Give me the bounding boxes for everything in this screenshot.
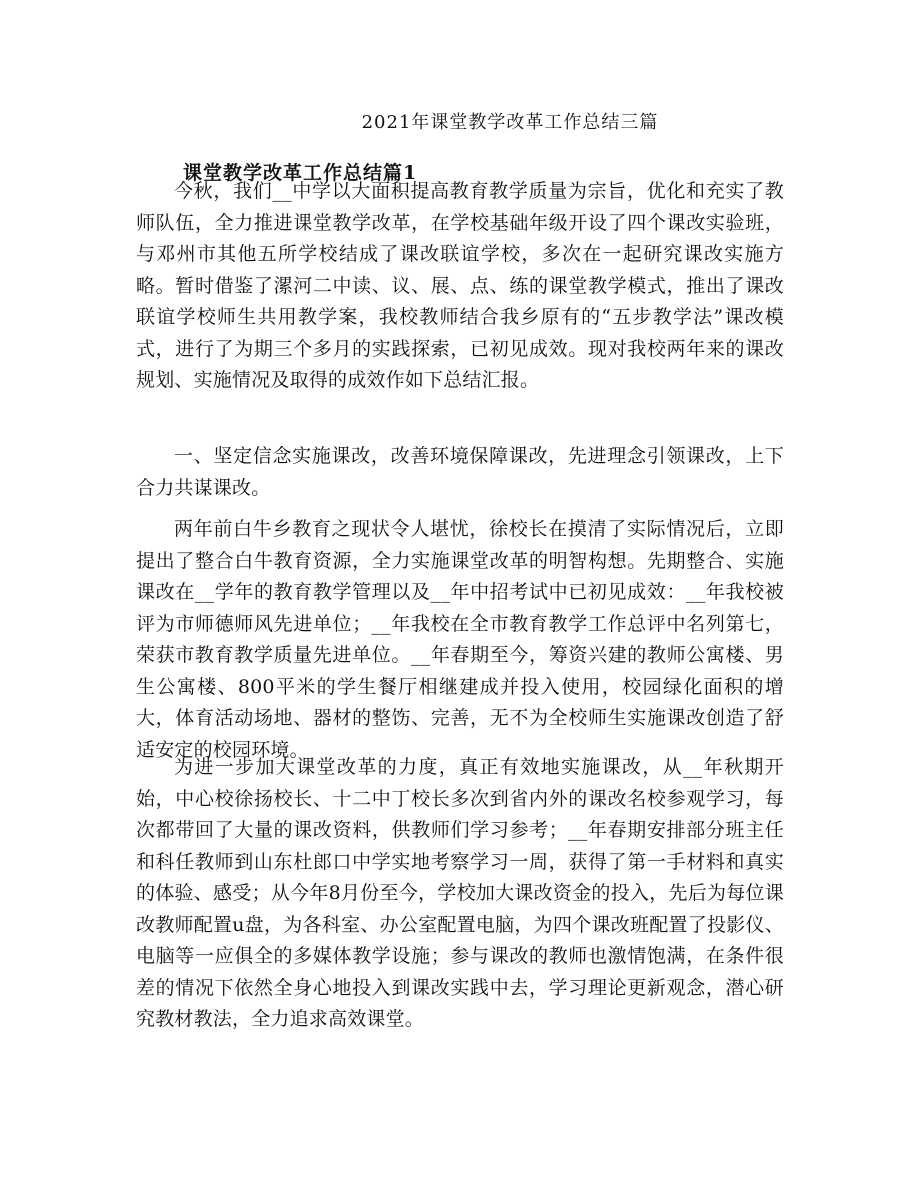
section-heading: 课堂教学改革工作总结篇1	[183, 162, 418, 184]
paragraph-background: 两年前白牛乡教育之现状令人堪忧，徐校长在摸清了实际情况后，立即提出了整合白牛教育资源，全力实施课堂改革的明智构想。先期整合、实施课改在__学年的教育教学管理以及__年中招考试中已初见成效：__年我校被评为市师德师风先进单位；__年我校在全市教育教学工作总评中名列第七，荣获市教育教学质量先进单位。__年春期至今，筹资兴建的教师公寓楼、男生公寓楼、800平米的学生餐厅相继建成并投入使用，校园绿化面积的增大，体育活动场地、器材的整饬、完善，无不为全校师生实施课改创造了舒适安定的校园环境。	[136, 518, 784, 761]
document-title: 2021年课堂教学改革工作总结三篇	[361, 112, 659, 133]
paragraph-intro: 今秋，我们__中学以大面积提高教育教学质量为宗旨，优化和充实了教师队伍，全力推进课堂教学改革，在学校基础年级开设了四个课改实验班，与邓州市其他五所学校结成了课改联谊学校，多次在一起研究课改实施方略。暂时借鉴了漯河二中读、议、展、点、练的课堂教学模式，推出了课改联谊学校师生共用教学案，我校教师结合我乡原有的“五步教学法”课改模式，进行了为期三个多月的实践探索，已初见成效。现对我校两年来的课改规划、实施情况及取得的成效作如下总结汇报。	[136, 180, 784, 391]
paragraph-measures: 为进一步加大课堂改革的力度，真正有效地实施课改，从__年秋期开始，中心校徐扬校长、十二中丁校长多次到省内外的课改名校参观学习，每次都带回了大量的课改资料，供教师们学习参考；__年春期安排部分班主任和科任教师到山东杜郎口中学实地考察学习一周，获得了第一手材料和真实的体验、感受；从今年8月份至今，学校加大课改资金的投入，先后为每位课改教师配置u盘，为各科室、办公室配置电脑，为四个课改班配置了投影仪、电脑等一应俱全的多媒体教学设施；参与课改的教师也激情饱满，在条件很差的情况下依然全身心地投入到课改实践中去，学习理论更新观念，潜心研究教材教法，全力追求高效课堂。	[136, 756, 784, 1030]
paragraph-point-one: 一、坚定信念实施课改，改善环境保障课改，先进理念引领课改，上下合力共谋课改。	[136, 445, 784, 499]
